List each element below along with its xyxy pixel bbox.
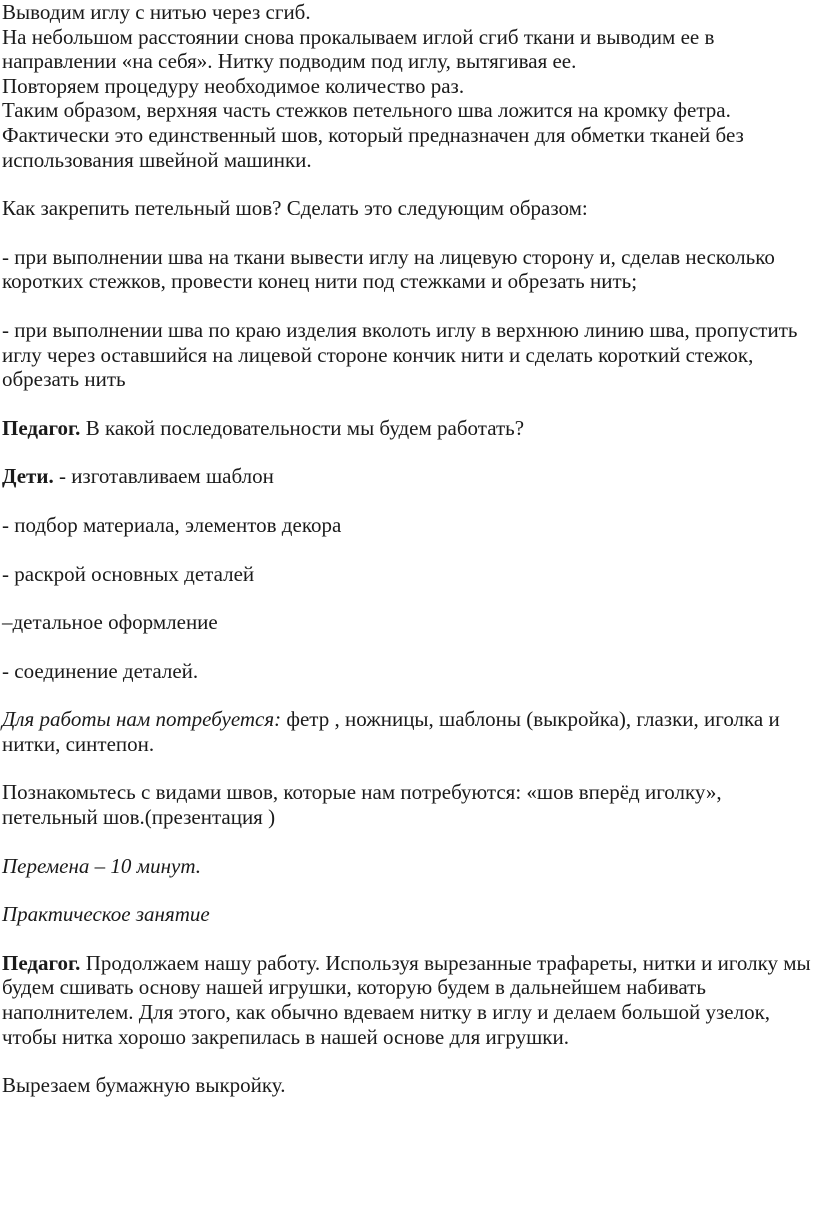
children-answer-paragraph (2, 464, 814, 489)
step-item-1: - подбор материала, элементов декора (2, 512, 342, 537)
intro-line-2: На небольшом расстоянии снова прокалываем иглой сгиб ткани и выводим ее в направлении «на себя». Нитку подводим под иглу, вытягивая ее. (2, 24, 715, 74)
teacher-speaker-2: Педагог. (2, 950, 81, 975)
document-body (2, 0, 814, 1098)
method-1-paragraph: - при выполнении шва на ткани вывести иглу на лицевую сторону и, сделав несколько коротких стежков, провести конец нити под стежками и обрезать нить; (2, 244, 775, 294)
step-item-4: - соединение деталей. (2, 658, 199, 683)
materials-text: фетр , ножницы, шаблоны (выкройка), глазки, иголка и нитки, синтепон. (2, 707, 780, 756)
children-speaker: Дети. (2, 464, 54, 489)
materials-paragraph (2, 707, 814, 756)
method-2-paragraph: - при выполнении шва по краю изделия вколоть иглу в верхнюю линию шва, пропустить иглу через оставшийся на лицевой стороне кончик нити и сделать короткий стежок, обрезать нить (2, 317, 798, 392)
final-paragraph: Вырезаем бумажную выкройку. (2, 1073, 286, 1098)
teacher-question-text: В какой последовательности мы будем работать? (80, 415, 525, 440)
stitches-paragraph: Познакомьтесь с видами швов, которые нам потребуются: «шов вперёд иголку», петельный шов.(презентация ) (2, 780, 722, 830)
intro-line-1: Выводим иглу с нитью через сгиб. (2, 0, 311, 24)
children-answer-text: - изготавливаем шаблон (53, 464, 274, 489)
step-item-3: –детальное оформление (2, 610, 218, 635)
break-paragraph: Перемена – 10 минут. (2, 853, 201, 878)
teacher-instruction-paragraph (2, 951, 814, 1049)
practice-paragraph: Практическое занятие (2, 902, 210, 927)
intro-line-3: Повторяем процедуру необходимое количество раз. (2, 73, 465, 98)
step-item-2: - раскрой основных деталей (2, 561, 255, 586)
teacher-instruction-text: Продолжаем нашу работу. Используя вырезанные трафареты, нитки и иголку мы будем сшивать основу нашей игрушки, которую будем в дальнейшем набивать наполнителем. Для этого, как обычно вдеваем нитку в иглу и делаем большой узелок, чтобы нитка хорошо закрепилась в нашей основе для игрушки. (2, 950, 811, 1049)
materials-label: Для работы нам потребуется: (2, 707, 282, 732)
intro-line-4: Таким образом, верхняя часть стежков петельного шва ложится на кромку фетра. Фактически это единственный шов, который предназначен для обметки тканей без использования швейной машинки. (2, 98, 744, 172)
teacher-question-paragraph (2, 416, 814, 441)
question-paragraph: Как закрепить петельный шов? Сделать это следующим образом: (2, 196, 588, 221)
teacher-speaker: Педагог. (2, 415, 81, 440)
